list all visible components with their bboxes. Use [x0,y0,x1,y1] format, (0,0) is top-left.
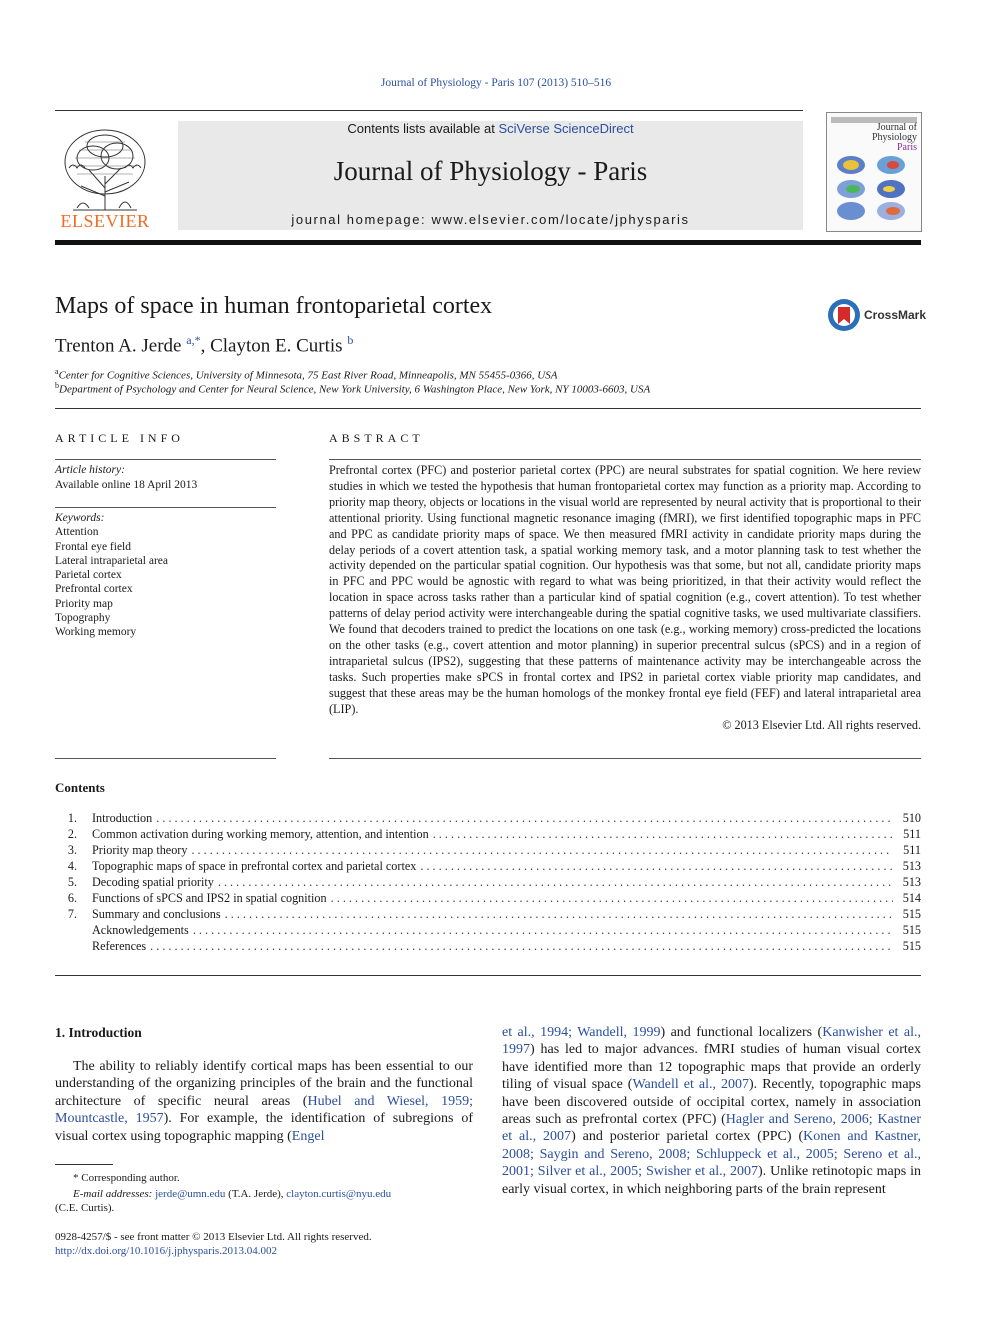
affiliation-marker: b [55,381,59,390]
affiliation-a [55,367,557,382]
article-info-rule [55,758,276,759]
cover-title-line: Physiology [871,132,917,143]
abstract-copyright: © 2013 Elsevier Ltd. All rights reserved. [722,717,921,732]
article-info-rule [55,459,276,460]
body-text: ). Unlike retinotopic maps in early visual cortex, in which neighboring parts of the brain represent [502,1164,922,1197]
header-thick-rule [55,240,921,245]
toc-entry[interactable] [55,859,921,875]
toc-entry[interactable] [55,939,921,955]
toc-entry[interactable] [55,891,921,907]
toc-leader [225,907,893,922]
keyword: Attention [55,526,99,539]
toc-leader [331,891,893,906]
toc-number: 1. [67,811,77,825]
abstract-rule [329,758,921,759]
article-info-heading: ARTICLE INFO [55,431,184,445]
article-info-rule [55,507,276,508]
citation-link[interactable]: Wandell et al., 2007 [632,1077,750,1093]
toc-title[interactable]: Common activation during working memory, attention, and intention [92,827,429,841]
body-text: The ability to reliably identify cortical maps has been essential to our understanding of the organizing principles of the brain and the functional architecture of specific neural areas ( [55,1059,473,1109]
email-label: E-mail addresses: [73,1188,153,1200]
issn-doi-block [55,1230,372,1258]
affiliation-text: Center for Cognitive Sciences, University of Minnesota, 75 East River Road, Minneapolis, MN 55455-0366, USA [58,369,558,382]
title-rule [55,408,921,409]
keyword: Topography [55,612,111,625]
toc-number: 2. [67,827,77,841]
citation-link[interactable]: Hubel and Wiesel, 1959; Mountcastle, 1957 [55,1093,474,1127]
body-text: ). Recently, topographic maps have been discovered outside of occipital cortex, namely in association areas such as prefrontal cortex (PFC) ( [502,1077,921,1128]
toc-page: 514 [902,891,921,905]
toc-leader [150,939,893,954]
toc-leader [193,923,893,938]
email-link[interactable]: clayton.curtis@nyu.edu [286,1188,392,1200]
cover-title [872,123,917,153]
author-affiliation-marker[interactable]: b [347,333,354,347]
toc-page: 513 [902,875,921,889]
contents-prefix: Contents lists available at [347,121,499,136]
toc-entry[interactable] [55,907,921,923]
author-list [55,333,353,357]
toc-title[interactable]: Decoding spatial priority [92,875,214,889]
email-owner: (T.A. Jerde), [225,1188,287,1200]
citation-link[interactable]: Engel [291,1128,325,1144]
author-name: Clayton E. Curtis [210,335,343,357]
abstract-paragraph: Prefrontal cortex (PFC) and posterior parietal cortex (PPC) are neural substrates for spatial cognition. We here review studies in which we tested the hypothesis that human frontoparietal cortex may function as a priority map. According to priority map theory, objects or locations in the visual world are represented by neural activity that is proportional to their attentional priority. Using functional magnetic resonance imaging (fMRI), we first identified topographic maps in PFC and PPC as candidate priority maps of space. We then measured fMRI activity in candidate priority maps during the delay periods of a covert attention task, a spatial working memory task, and a motor planning task to test whether the activity depended on the particular spatial cognition. Our hypothesis was that some, but not all, candidate priority maps in PFC and PPC would be agnostic with regard to what was being prioritized, in that their activity would reflect the location in space across tasks rather than a particular kind of spatial cognition (e.g., covert attention). To test whether patterns of delay period activity were interchangeable during the spatial cognitive tasks, we used multivariate classifiers. We found that decoders trained to predict the locations on one task (e.g., working memory) cross-predicted the locations on the other tasks (e.g., covert attention and motor planning) in superior precentral sulcus (sPCS) and in a region of intraparietal sulcus (IPS2), suggesting that these patterns of maintenance activity may be interchangeable across the tasks. Such properties make sPCS in frontal cortex and IPS2 in parietal cortex viable priority map candidates, and suggest that these areas may be the human homologs of the monkey frontal eye field (FEF) and lateral intraparietal area (LIP). [329,463,921,716]
body-text: ) and posterior parietal cortex (PPC) ( [571,1129,804,1145]
toc-entry[interactable] [55,843,921,859]
abstract-rule [329,459,921,460]
author-affiliation-marker[interactable]: a,* [186,333,201,347]
body-column-right [502,1024,921,1198]
keywords-label: Keywords: [55,512,105,524]
affiliation-b [55,381,650,396]
cover-brain-images [833,153,915,223]
toc-page: 515 [902,907,921,921]
keyword: Working memory [55,626,137,639]
journal-title: Journal of Physiology - Paris [333,156,648,186]
toc-page: 511 [903,843,921,857]
email-owner: (C.E. Curtis). [55,1202,115,1214]
citation-link[interactable]: et al., 1994; Wandell, 1999 [502,1025,661,1040]
footnote [55,1170,473,1216]
citation-link[interactable]: Konen and Kastner, 2008; Saygin and Sereno, 2008; Schluppeck et al., 2005; Sereno et al., 2001; Silver et al., 2005; Swisher et al., 2007 [502,1129,921,1180]
history-value: Available online 18 April 2013 [55,479,198,491]
body-text: ). For example, the identification of subregions of visual cortex using topographic mapping ( [55,1111,473,1144]
toc-page: 515 [902,923,921,937]
toc-title[interactable]: Acknowledgements [92,923,189,937]
toc-number: 4. [67,859,77,873]
citation-link[interactable]: Hagler and Sereno, 2006; Kastner et al., 2007 [502,1112,921,1145]
keywords-block [55,511,168,640]
history-label: Article history: [55,464,125,476]
issn-line: 0928-4257/$ - see front matter © 2013 Elsevier Ltd. All rights reserved. [55,1231,372,1243]
toc-page: 510 [902,811,921,825]
affiliation-marker: a [55,367,59,376]
keyword: Parietal cortex [55,569,122,582]
footnote-rule [55,1164,113,1165]
cover-title-line: Paris [897,142,917,153]
citation-link[interactable]: Kanwisher et al., 1997 [502,1025,921,1058]
toc-leader [420,859,893,874]
toc-leader [156,811,893,826]
toc-entry[interactable] [55,827,921,843]
toc-leader [218,875,893,890]
toc-page: 513 [902,859,921,873]
contents-available-line [178,121,803,136]
keyword: Priority map [55,597,113,610]
cover-title-line: Journal of [876,122,917,133]
sciencedirect-link[interactable]: SciVerse ScienceDirect [498,121,634,136]
doi-link[interactable]: http://dx.doi.org/10.1016/j.jphysparis.2013.04.002 [55,1245,277,1257]
toc-title[interactable]: Summary and conclusions [92,907,221,921]
section-heading-introduction: 1. Introduction [55,1025,142,1040]
toc-number: 7. [67,907,77,921]
journal-homepage[interactable]: journal homepage: www.elsevier.com/locate/jphysparis [291,212,690,227]
crossmark-label[interactable]: CrossMark [864,308,927,322]
toc-title[interactable]: Topographic maps of space in prefrontal cortex and parietal cortex [92,859,417,873]
journal-cover-thumbnail [826,112,922,232]
toc-page: 511 [903,827,921,841]
affiliation-text: Department of Psychology and Center for Neural Science, New York University, 6 Washington Place, New York, NY 10003-6603, USA [59,383,651,396]
toc-title[interactable]: Priority map theory [92,843,188,857]
keyword: Lateral intraparietal area [55,554,169,567]
abstract-heading: ABSTRACT [329,431,424,445]
toc-entry[interactable] [55,923,921,939]
toc-entry[interactable] [55,811,921,827]
toc-entry[interactable] [55,875,921,891]
body-text: ) and functional localizers ( [660,1025,823,1040]
keyword: Frontal eye field [55,540,132,553]
journal-citation[interactable]: Journal of Physiology - Paris 107 (2013) 510–516 [380,77,612,89]
keyword: Prefrontal cortex [55,583,133,596]
toc-number: 5. [67,875,77,889]
author-separator: , [200,335,211,357]
elsevier-wordmark: ELSEVIER [60,211,150,231]
toc-number: 6. [67,891,77,905]
toc-title[interactable]: References [92,939,147,953]
corresponding-author-note: * Corresponding author. [73,1172,180,1184]
article-title: Maps of space in human frontoparietal cortex [55,293,493,319]
contents-heading: Contents [55,780,105,795]
email-link[interactable]: jerde@umn.edu [155,1188,226,1200]
body-column-left [55,1058,473,1145]
table-of-contents [55,811,921,955]
toc-leader [191,843,893,858]
author-name: Trenton A. Jerde [55,335,182,357]
toc-title[interactable]: Functions of sPCS and IPS2 in spatial cognition [92,891,327,905]
toc-title[interactable]: Introduction [92,811,153,825]
article-history [55,463,197,493]
toc-number: 3. [67,843,77,857]
toc-page: 515 [902,939,921,953]
abstract-body [329,463,921,733]
body-text: ) has led to major advances. fMRI studies of human visual cortex have identified more than 12 topographic maps that provide an orderly tiling of visual space ( [502,1042,921,1093]
header-rule [55,110,803,111]
contents-rule [55,975,921,976]
toc-leader [433,827,893,842]
